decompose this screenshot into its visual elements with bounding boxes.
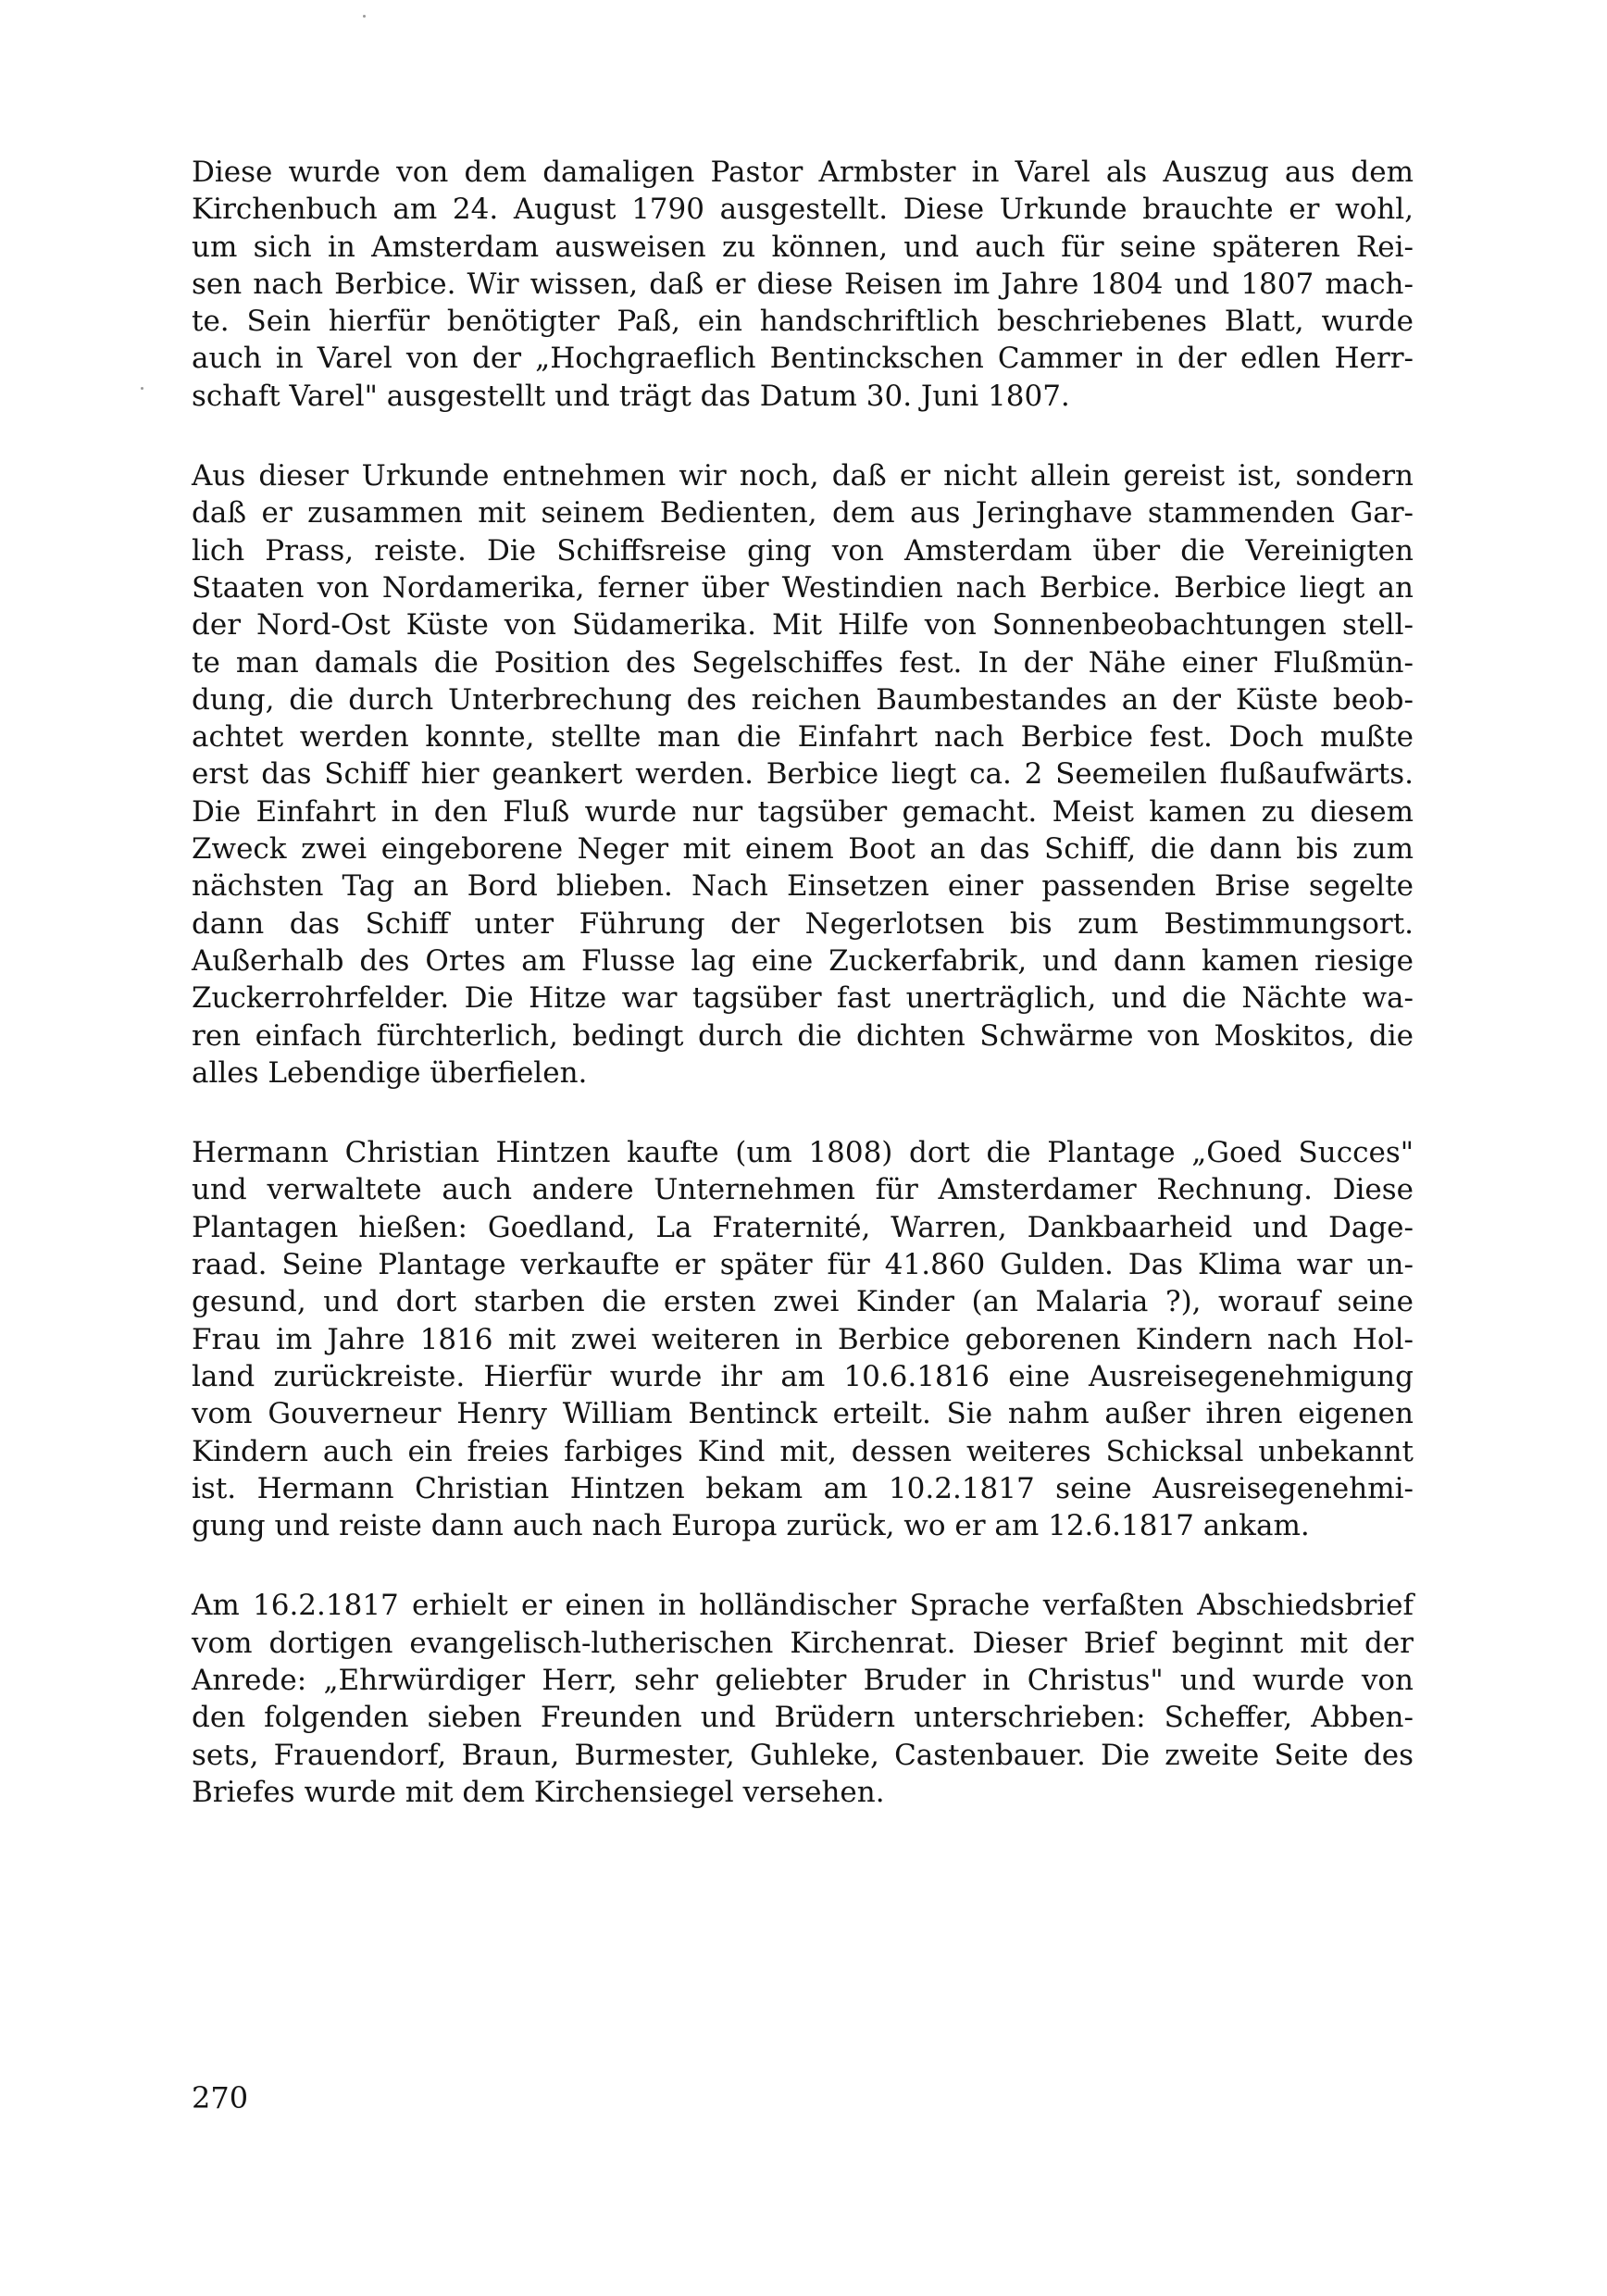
page-number: 270 [192,2080,249,2115]
text-line: Frau im Jahre 1816 mit zwei weiteren in Berbice geborenen Kindern nach Hol- [192,1322,1414,1356]
scan-speck [363,15,366,18]
text-line: um sich in Amsterdam ausweisen zu können, und auch für seine späteren Rei- [192,230,1414,264]
text-line: sen nach Berbice. Wir wissen, daß er diese Reisen im Jahre 1804 und 1807 mach- [192,267,1414,301]
text-line: Staaten von Nordamerika, ferner über Westindien nach Berbice. Berbice liegt an [192,570,1414,605]
text-line: daß er zusammen mit seinem Bedienten, dem aus Jeringhave stammenden Gar- [192,496,1414,530]
paragraph-2 [192,457,1414,1092]
text-line: Die Einfahrt in den Fluß wurde nur tagsüber gemacht. Meist kamen zu diesem [192,794,1414,829]
paragraph-3 [192,1134,1414,1544]
text-line: der Nord-Ost Küste von Südamerika. Mit Hilfe von Sonnenbeobachtungen stell- [192,608,1414,643]
body-text [192,154,1414,1853]
text-line: achtet werden konnte, stellte man die Einfahrt nach Berbice fest. Doch mußte [192,720,1414,755]
text-line: dann das Schiff unter Führung der Negerlotsen bis zum Bestimmungsort. [192,906,1414,941]
text-line: und verwaltete auch andere Unternehmen für Amsterdamer Rechnung. Diese [192,1173,1414,1207]
text-line: schaft Varel" ausgestellt und trägt das Datum 30. Juni 1807. [192,379,1070,413]
text-line: Briefes wurde mit dem Kirchensiegel versehen. [192,1775,885,1809]
text-line: den folgenden sieben Freunden und Brüdern unterschrieben: Scheffer, Abben- [192,1701,1414,1735]
paragraph-1 [192,154,1414,415]
text-line: erst das Schiff hier geankert werden. Berbice liegt ca. 2 Seemeilen flußaufwärts. [192,757,1414,792]
text-line: ren einfach fürchterlich, bedingt durch die dichten Schwärme von Moskitos, die [192,1018,1414,1053]
paragraph-4 [192,1587,1414,1811]
text-line: Zuckerrohrfelder. Die Hitze war tagsüber fast unerträglich, und die Nächte wa- [192,981,1414,1016]
text-line: Plantagen hießen: Goedland, La Fraternité, Warren, Dankbaarheid und Dage- [192,1210,1414,1244]
text-line: te. Sein hierfür benötigter Paß, ein handschriftlich beschriebenes Blatt, wurde [192,305,1414,339]
text-line: dung, die durch Unterbrechung des reichen Baumbestandes an der Küste beob- [192,682,1414,717]
text-line: Am 16.2.1817 erhielt er einen in holländischer Sprache verfaßten Abschiedsbrief [192,1589,1414,1623]
text-line: Aus dieser Urkunde entnehmen wir noch, daß er nicht allein gereist ist, sondern [192,459,1414,493]
text-line: gesund, und dort starben die ersten zwei Kinder (an Malaria ?), worauf seine [192,1285,1414,1319]
text-line: Kirchenbuch am 24. August 1790 ausgestellt. Diese Urkunde brauchte er wohl, [192,193,1414,227]
text-line: Außerhalb des Ortes am Flusse lag eine Zuckerfabrik, und dann kamen riesige [192,943,1414,978]
text-line: Diese wurde von dem damaligen Pastor Armbster in Varel als Auszug aus dem [192,156,1414,189]
text-line: Zweck zwei eingeborene Neger mit einem Boot an das Schiff, die dann bis zum [192,832,1414,867]
text-line: vom dortigen evangelisch-lutherischen Kirchenrat. Dieser Brief beginnt mit der [192,1626,1414,1660]
text-line: nächsten Tag an Bord blieben. Nach Einsetzen einer passenden Brise segelte [192,869,1414,904]
text-line: auch in Varel von der „Hochgraeflich Bentinckschen Cammer in der edlen Herr- [192,342,1414,376]
text-line: Kindern auch ein freies farbiges Kind mit, dessen weiteres Schicksal unbekannt [192,1434,1414,1468]
text-line: lich Prass, reiste. Die Schiffsreise ging von Amsterdam über die Vereinigten [192,533,1414,568]
text-line: sets, Frauendorf, Braun, Burmester, Guhleke, Castenbauer. Die zweite Seite des [192,1738,1414,1772]
scan-speck [141,387,143,390]
text-line: ist. Hermann Christian Hintzen bekam am 10.2.1817 seine Ausreisegenehmi- [192,1471,1414,1505]
text-line: vom Gouverneur Henry William Bentinck erteilt. Sie nahm außer ihren eigenen [192,1397,1414,1431]
text-line: gung und reiste dann auch nach Europa zurück, wo er am 12.6.1817 ankam. [192,1509,1310,1543]
text-line: raad. Seine Plantage verkaufte er später für 41.860 Gulden. Das Klima war un- [192,1248,1414,1282]
text-line: alles Lebendige überfielen. [192,1055,588,1090]
text-line: Anrede: „Ehrwürdiger Herr, sehr geliebter Bruder in Christus" und wurde von [192,1663,1414,1697]
text-line: land zurückreiste. Hierfür wurde ihr am 10.6.1816 eine Ausreisegenehmigung [192,1359,1414,1393]
text-line: te man damals die Position des Segelschiffes fest. In der Nähe einer Flußmün- [192,645,1414,680]
text-line: Hermann Christian Hintzen kaufte (um 1808) dort die Plantage „Goed Succes" [192,1136,1414,1170]
